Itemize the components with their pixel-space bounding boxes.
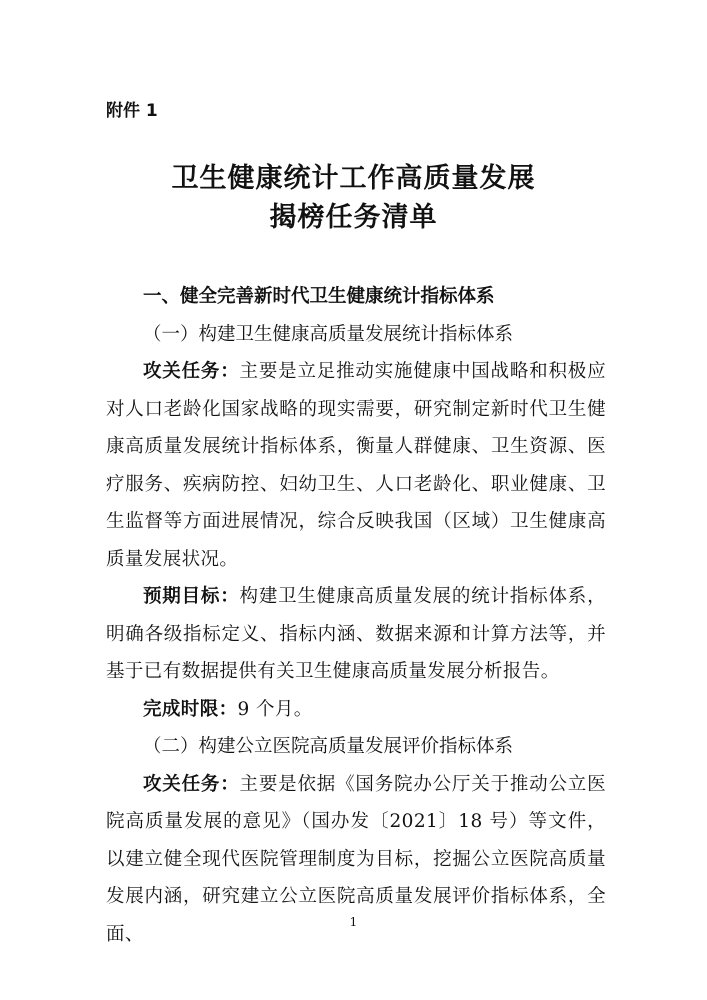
document-title-line-1: 卫生健康统计工作高质量发展 [171,163,536,194]
tasks-text-2: 主要是依据《国务院办公厅关于推动公立医院高质量发展的意见》（国办发〔2021〕18 号）等文件，以建立健全现代医院管理制度为目标，挖掘公立医院高质量发展内涵，研究建立公立医院高质量发展评价指标体系，全面、 [106,773,606,945]
deadline-text: 9 个月。 [237,698,313,720]
goal-label: 预期目标： [143,586,240,607]
subsection-1-heading: （一）构建卫生健康高质量发展统计指标体系 [143,323,514,345]
attachment-label: 附件 1 [106,101,158,121]
subsection-1-tasks-paragraph [106,353,606,578]
document-body [106,278,606,953]
section-1-heading: 一、健全完善新时代卫生健康统计指标体系 [143,286,495,307]
deadline-label: 完成时限： [143,698,238,720]
tasks-text: 主要是立足推动实施健康中国战略和积极应对人口老龄化国家战略的现实需要，研究制定新时代卫生健康高质量发展统计指标体系，衡量人群健康、卫生资源、医疗服务、疾病防控、妇幼卫生、人口老龄化、职业健康、卫生监督等方面进展情况，综合反映我国（区域）卫生健康高质量发展状况。 [106,361,606,570]
tasks-label: 攻关任务： [143,361,240,382]
subsection-1-goal-paragraph [106,578,606,691]
goal-text: 构建卫生健康高质量发展的统计指标体系，明确各级指标定义、指标内涵、数据来源和计算方法等，并基于已有数据提供有关卫生健康高质量发展分析报告。 [106,586,606,682]
subsection-1-deadline-paragraph [106,691,606,729]
tasks-label-2: 攻关任务： [143,773,240,795]
document-title-line-2: 揭榜任务清单 [269,202,438,233]
page-number: 1 [349,915,358,929]
subsection-2-heading: （二）构建公立医院高质量发展评价指标体系 [143,736,514,757]
